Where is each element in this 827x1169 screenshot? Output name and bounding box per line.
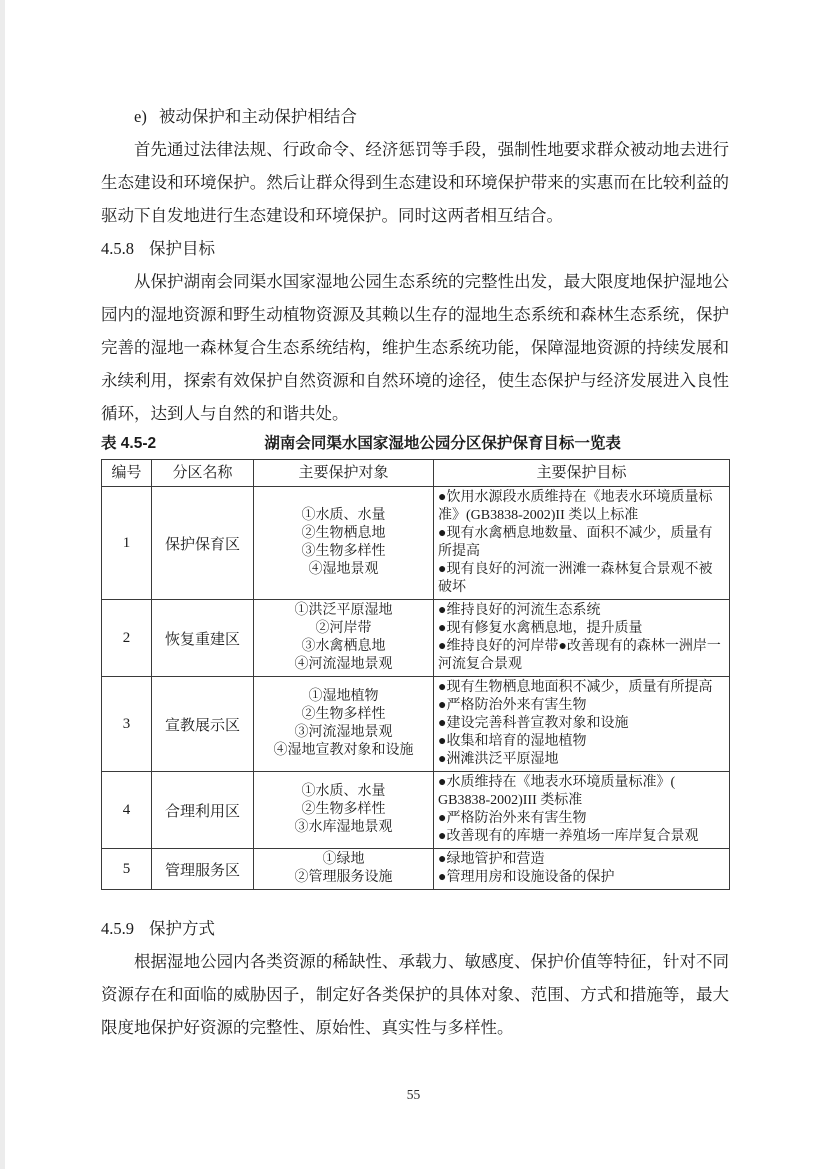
text-line: ③水禽栖息地 [301,639,386,654]
list-marker: e) [134,107,147,126]
text-line: ●现有生物栖息地面积不减少，质量有所提高 [438,680,713,695]
page-content [101,100,729,1044]
page-number: 55 [406,1087,421,1102]
section-heading-459 [101,912,729,945]
text-line: ●收集和培育的湿地植物 [438,734,587,749]
column-header-id: 编号 [102,460,152,487]
text-line: ③河流湿地景观 [294,725,393,740]
paragraph-passive-active: 首先通过法律法规、行政命令、经济惩罚等手段，强制性地要求群众被动地去进行生态建设和环境保护。然后让群众得到生态建设和环境保护带来的实惠而在比较利益的驱动下自发地进行生态建设和环境保护。同时这两者相互结合。 [101,140,729,225]
section-number: 4.5.9 [101,919,134,938]
text-line: ●饮用水源段水质维持在《地表水环境质量标准》(GB3838-2002)II 类以上标准 [438,490,713,523]
text-line: ●改善现有的库塘一养殖场一库岸复合景观 [438,829,699,844]
table-row [102,677,730,772]
column-header-zone: 分区名称 [152,460,254,487]
cell-row-id: 3 [102,677,152,772]
cell-zone-name: 合理利用区 [152,772,254,849]
text-line: ●现有修复水禽栖息地，提升质量 [438,621,643,636]
paragraph-protection-method: 根据湿地公园内各类资源的稀缺性、承载力、敏感度、保护价值等特征，针对不同资源存在和面临的威胁因子，制定好各类保护的具体对象、范围、方式和措施等，最大限度地保护好资源的完整性、原始性、真实性与多样性。 [101,952,729,1037]
text-line: ●绿地管护和营造 [438,852,545,867]
table-row [102,600,730,677]
text-line: ●现有良好的河流一洲滩一森林复合景观不被破坏 [438,562,713,595]
text-line: ●维持良好的河流生态系统 [438,603,601,618]
cell-protect-objects [254,677,434,772]
cell-zone-name: 宣教展示区 [152,677,254,772]
table-caption [101,431,729,457]
cell-protect-objects [254,487,434,600]
cell-protect-objects [254,600,434,677]
scan-edge-artifact [0,0,5,1169]
text-line: ●现有水禽栖息地数量、面积不减少，质量有所提高 [438,526,713,559]
cell-protect-targets [434,487,730,600]
cell-protect-objects [254,772,434,849]
text-line: ①水质、水量 [301,784,386,799]
table-row [102,849,730,890]
cell-row-id: 4 [102,772,152,849]
text-line: ②生物栖息地 [301,526,386,541]
text-line: ①绿地 [322,852,365,867]
text-line: ④河流湿地景观 [294,657,393,672]
text-line: ●洲滩洪泛平原湿地 [438,752,559,767]
section-heading-458 [101,232,729,265]
text-line: ●严格防治外来有害生物 [438,811,587,826]
section-title: 保护目标 [149,239,215,258]
section-number: 4.5.8 [101,239,134,258]
cell-zone-name: 管理服务区 [152,849,254,890]
text-line: ●严格防治外来有害生物 [438,698,587,713]
cell-protect-targets [434,677,730,772]
text-line: ①湿地植物 [308,689,379,704]
cell-row-id: 5 [102,849,152,890]
text-line: ①水质、水量 [301,508,386,523]
table-header-row [102,460,730,487]
column-header-objects: 主要保护对象 [254,460,434,487]
text-line: ③生物多样性 [301,544,386,559]
cell-protect-objects [254,849,434,890]
text-line: ②生物多样性 [301,802,386,817]
list-item-heading-e [101,100,729,133]
cell-row-id: 2 [102,600,152,677]
text-line: ●建设完善科普宣教对象和设施 [438,716,629,731]
column-header-targets: 主要保护目标 [434,460,730,487]
table-caption-title: 湖南会同渠水国家湿地公园分区保护保育目标一览表 [264,435,621,452]
text-line: ③水库湿地景观 [294,820,393,835]
zone-protection-table [101,459,730,890]
cell-protect-targets [434,772,730,849]
list-item-heading-text: 被动保护和主动保护相结合 [158,107,357,126]
text-line: ④湿地宣教对象和设施 [273,743,414,758]
section-title: 保护方式 [149,919,215,938]
table-row [102,772,730,849]
text-line: ②生物多样性 [301,707,386,722]
table-row [102,487,730,600]
table-caption-label: 表 4.5-2 [101,435,157,452]
cell-protect-targets [434,600,730,677]
text-line: ②管理服务设施 [294,870,393,885]
text-line: ●维持良好的河岸带●改善现有的森林一洲岸一河流复合景观 [438,639,721,672]
cell-zone-name: 恢复重建区 [152,600,254,677]
text-line: ④湿地景观 [308,562,379,577]
paragraph-protection-goal: 从保护湖南会同渠水国家湿地公园生态系统的完整性出发，最大限度地保护湿地公园内的湿地资源和野生动植物资源及其赖以生存的湿地生态系统和森林生态系统，保护完善的湿地一森林复合生态系统结构，维护生态系统功能，保障湿地资源的持续发展和永续利用，探索有效保护自然资源和自然环境的途径，使生态保护与经济发展进入良性循环，达到人与自然的和谐共处。 [101,272,729,423]
cell-row-id: 1 [102,487,152,600]
cell-zone-name: 保护保育区 [152,487,254,600]
text-line: ●管理用房和设施设备的保护 [438,870,615,885]
text-line: ●水质维持在《地表水环境质量标准》( GB3838-2002)III 类标准 [438,775,676,808]
text-line: ②河岸带 [315,621,372,636]
cell-protect-targets [434,849,730,890]
text-line: ①洪泛平原湿地 [294,603,393,618]
